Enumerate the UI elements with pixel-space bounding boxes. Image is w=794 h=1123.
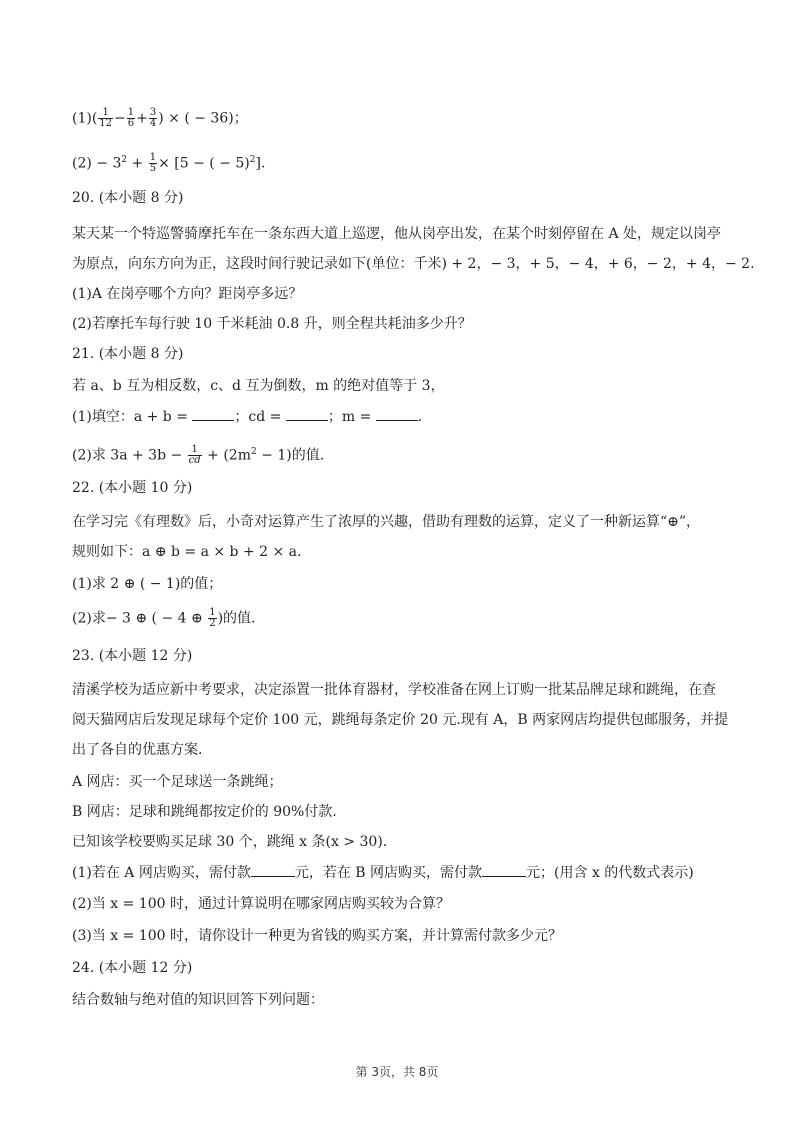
q22-heading: 22. (本小题 10 分) xyxy=(72,480,193,496)
q21-sub-1: (1)填空：a + b = ；cd = ；m = . xyxy=(72,406,734,428)
q20-sub-2: (2)若摩托车每行驶 10 千米耗油 0.8 升，则全程共耗油多少升？ xyxy=(72,316,472,332)
q21-heading: 21. (本小题 8 分) xyxy=(72,346,184,362)
q23-sub-1: (1)若在 A 网店购买，需付款 元，若在 B 网店购买，需付款 元；(用含 x 的代数式表示) xyxy=(72,862,734,884)
q24-text-1: 结合数轴与绝对值的知识回答下列问题： xyxy=(72,992,324,1008)
fraction: $\frac{1}{5}$ xyxy=(149,152,157,175)
q23-text-3: 出了各自的优惠方案. xyxy=(72,742,203,758)
fraction: $\frac{1}{2}$ xyxy=(209,607,216,629)
q22-text-2: 规则如下：a ⊕ b = a × b + 2 × a. xyxy=(72,544,302,560)
page-number-footer: 第 3页，共 8页 xyxy=(355,1065,439,1079)
q23-known: 已知该学校要购买足球 30 个，跳绳 x 条(x > 30). xyxy=(72,834,388,850)
answer-blank[interactable] xyxy=(376,406,418,421)
q23-shop-b: B 网店：足球和跳绳都按定价的 90%付款. xyxy=(72,804,337,820)
answer-blank[interactable] xyxy=(192,406,234,421)
q23-sub-2: (2)当 x = 100 时，通过计算说明在哪家网店购买较为合算？ xyxy=(72,896,450,912)
fraction: $\frac{1}{6}$ xyxy=(127,107,135,129)
q20-text-1: 某天某一个特巡警骑摩托车在一条东西大道上巡逻，他从岗亭出发，在某个时刻停留在 A 处，规定以岗亭 xyxy=(72,226,722,242)
q21-sub-2: (2)求 3a + 3b − $\frac{1}{cd}$ + $(2m^2 - 1)$的值. xyxy=(72,444,325,467)
answer-blank[interactable] xyxy=(482,862,526,877)
q24-heading: 24. (本小题 12 分) xyxy=(72,960,193,976)
q23-sub-3: (3)当 x = 100 时，请你设计一种更为省钱的购买方案，并计算需付款多少元？ xyxy=(72,928,562,944)
q19-part2: $(2) - 3^2$ + $\frac{1}{5}$ × [5 − ( − 5)$^2$]. xyxy=(72,152,266,175)
q23-text-1: 清溪学校为适应新中考要求，决定添置一批体育器材，学校准备在网上订购一批某品牌足球和跳绳，在查 xyxy=(72,682,716,698)
answer-blank[interactable] xyxy=(286,406,328,421)
fraction: $\frac{1}{cd}$ xyxy=(188,444,201,467)
q22-sub-2: (2)求− 3 ⊕ ( − 4 ⊕ $\frac{1}{2}$ )的值. xyxy=(72,607,256,629)
q20-text-2: 为原点，向东方向为正，这段时间行驶记录如下(单位：千米) + 2，− 3，+ 5，− 4，+ 6，− 2，+ 4，− 2. xyxy=(72,256,755,272)
q23-heading: 23. (本小题 12 分) xyxy=(72,648,193,664)
q23-text-2: 阅天猫网店后发现足球每个定价 100 元，跳绳每条定价 20 元.现有 A，B 两家网店均提供包邮服务，并提 xyxy=(72,712,729,728)
fraction: $\frac{1}{12}$ xyxy=(99,107,113,129)
answer-blank[interactable] xyxy=(251,862,295,877)
q19-part1: (1)( $\frac{1}{12}$ − $\frac{1}{6}$ + $\frac{3}{4}$ ) × ( − 36)； xyxy=(72,107,248,129)
q22-sub-1: (1)求 2 ⊕ ( − 1)的值； xyxy=(72,576,223,592)
fraction: $\frac{3}{4}$ xyxy=(149,107,157,129)
q20-sub-1: (1)A 在岗亭哪个方向？距岗亭多远？ xyxy=(72,286,303,302)
q20-heading: 20. (本小题 8 分) xyxy=(72,190,184,206)
q22-text-1: 在学习完《有理数》后，小奇对运算产生了浓厚的兴趣，借助有理数的运算，定义了一种新运算“⊕”， xyxy=(72,514,701,530)
q23-shop-a: A 网店：买一个足球送一条跳绳； xyxy=(72,774,283,790)
q21-text-1: 若 a、b 互为相反数，c、d 互为倒数，m 的绝对值等于 3， xyxy=(72,378,445,394)
